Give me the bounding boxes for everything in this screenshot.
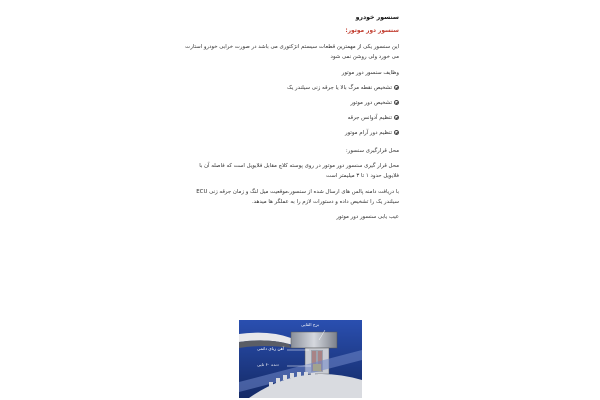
task-item	[350, 100, 399, 107]
tasks-heading: وظایف سنسور دور موتور	[341, 70, 399, 76]
intro-line-1: این سنسور یکی از مهمترین قطعات سیستم انژکتوری می باشد در صورت خرابی خودرو استارت	[185, 44, 399, 50]
intro-line-2: می خورد ولی روشن نمی شود	[330, 54, 399, 60]
task-label: تشخیص دور موتور	[350, 100, 392, 106]
faults-heading: عیب یابی سنسور دور موتور	[336, 214, 399, 220]
label-permanent-magnet: آهن ربای دائمی	[257, 346, 285, 351]
check-circle-icon	[394, 115, 399, 120]
location-line-2: فلایویل حدود ۱ تا ۳ میلیمتر است	[325, 173, 399, 179]
ecu-line-1: ECU با دریافت دامنه پالس های ارسال شده از سنسور،موقعیت میل لنگ و زمان جرقه زنی	[196, 189, 399, 195]
task-item	[348, 115, 399, 122]
task-item	[287, 85, 399, 92]
check-circle-icon	[394, 85, 399, 90]
task-label: تشخیص نقطه مرگ بالا یا جرقه زنی سیلندر یک	[287, 85, 392, 91]
label-induction-tower: برج القایی	[301, 322, 319, 327]
location-heading: محل قرارگیری سنسور:	[345, 148, 399, 154]
location-line-1: محل قرار گیری سنسور دور موتور در روی پوسته کلاچ مقابل فلایویل است که فاصله آن با	[199, 163, 399, 169]
task-label: تنظیم آدوانس جرقه	[347, 115, 392, 121]
ecu-line-2: سیلندر یک را تشخیص داده و دستورات لازم را به عملگر ها میدهد.	[251, 199, 399, 205]
article-title: سنسور خودرو	[355, 14, 399, 21]
check-circle-icon	[394, 130, 399, 135]
label-60-tooth-wheel: دنده ۶۰ تایی	[257, 362, 279, 367]
crank-sensor-diagram	[239, 320, 362, 398]
check-circle-icon	[394, 100, 399, 105]
task-item	[345, 130, 399, 137]
task-label: تنظیم دور آرام موتور	[344, 130, 392, 136]
sensor-illustration	[239, 320, 362, 398]
article-subtitle: سنسور دور موتور:	[345, 28, 399, 34]
